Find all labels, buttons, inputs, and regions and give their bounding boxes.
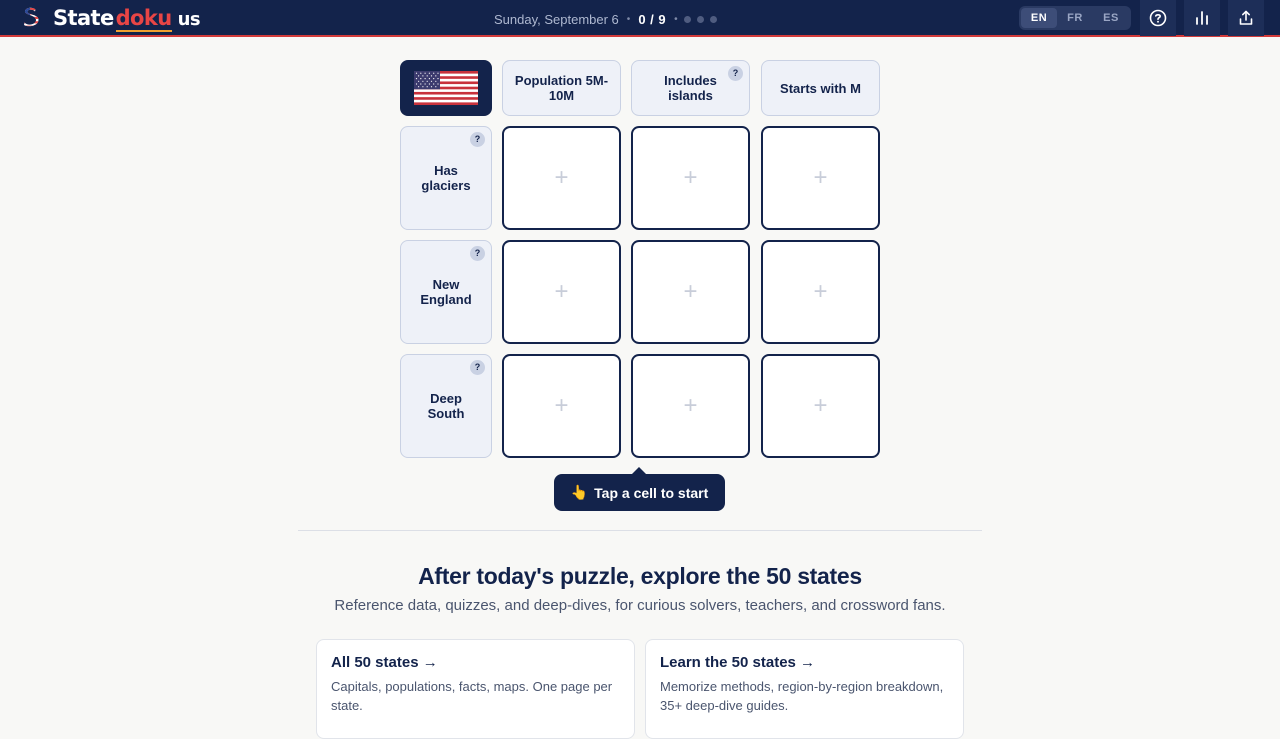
separator: • [674,13,678,25]
pointing-hand-icon: 👆 [570,484,589,500]
plus-icon: + [683,164,698,191]
grid-cell-r2-c3[interactable] [761,240,880,344]
progress-dot [684,16,691,23]
learn-states-card[interactable] [645,639,964,739]
language-switcher [1019,6,1131,30]
help-icon [1149,9,1167,27]
criterion-help-badge[interactable]: ? [728,66,743,81]
plus-icon: + [683,278,698,305]
plus-icon: + [813,392,828,419]
lang-fr-button[interactable]: FR [1067,12,1083,24]
us-flag-icon [414,71,478,105]
plus-icon: + [554,164,569,191]
column-header-label: Includes islands [664,73,717,103]
plus-icon: + [554,392,569,419]
progress-dot [710,16,717,23]
row-header-label: New England [420,277,472,307]
lang-en-button[interactable]: EN [1021,8,1057,28]
row-header-label: Deep South [427,391,465,421]
column-header-islands[interactable] [631,60,750,116]
criterion-help-badge[interactable]: ? [470,246,485,261]
grid-cell-r3-c2[interactable] [631,354,750,458]
grid-cell-r1-c3[interactable] [761,126,880,230]
brand-logo[interactable] [53,6,200,32]
grid-cell-r1-c1[interactable] [502,126,621,230]
stats-button[interactable] [1184,0,1220,36]
share-button[interactable] [1228,0,1264,36]
separator: • [626,13,631,25]
start-hint-text: Tap a cell to start [594,484,709,501]
plus-icon: + [554,278,569,305]
puzzle-status [494,10,723,28]
row-header-deep-south[interactable] [400,354,492,458]
plus-icon: + [683,392,698,419]
grid-cell-r2-c1[interactable] [502,240,621,344]
plus-icon: + [813,278,828,305]
column-header-population[interactable] [502,60,621,116]
grid-cell-r3-c1[interactable] [502,354,621,458]
row-header-label: Has glaciers [421,163,471,193]
start-hint-tooltip [554,474,725,511]
explore-title: After today's puzzle, explore the 50 states [418,563,862,589]
score-counter: 0 / 9 [638,11,667,27]
grid-cell-r3-c3[interactable] [761,354,880,458]
column-header-starts-with-m[interactable] [761,60,880,116]
us-logo-icon[interactable] [21,6,40,27]
column-header-label: Starts with M [780,80,861,96]
progress-dots [674,14,723,25]
brand-region: us [177,9,200,30]
top-bar [0,0,1280,37]
section-divider [298,530,982,531]
row-header-glaciers[interactable] [400,126,492,230]
criterion-help-badge[interactable]: ? [470,360,485,375]
card-title[interactable]: Learn the 50 states → [660,654,816,671]
card-description: Memorize methods, region-by-region breakdown, 35+ deep-dive guides. [660,679,944,713]
corner-flag [400,60,492,116]
plus-icon: + [813,164,828,191]
grid-cell-r2-c2[interactable] [631,240,750,344]
lang-es-button[interactable]: ES [1103,12,1119,24]
progress-dot [697,16,704,23]
puzzle-date: Sunday, September 6 [494,11,619,27]
card-title[interactable]: All 50 states → [331,654,438,671]
stats-icon [1193,9,1211,27]
brand-state: State [53,6,114,30]
help-button[interactable] [1140,0,1176,36]
explore-subtitle: Reference data, quizzes, and deep-dives, for curious solvers, teachers, and crossword fans. [334,597,946,614]
all-states-card[interactable] [316,639,635,739]
brand-doku: doku [115,6,172,30]
row-header-new-england[interactable] [400,240,492,344]
card-description: Capitals, populations, facts, maps. One page per state. [331,679,613,713]
column-header-label: Population 5M-10M [514,73,609,103]
grid-cell-r1-c2[interactable] [631,126,750,230]
share-icon [1237,9,1255,27]
criterion-help-badge[interactable]: ? [470,132,485,147]
